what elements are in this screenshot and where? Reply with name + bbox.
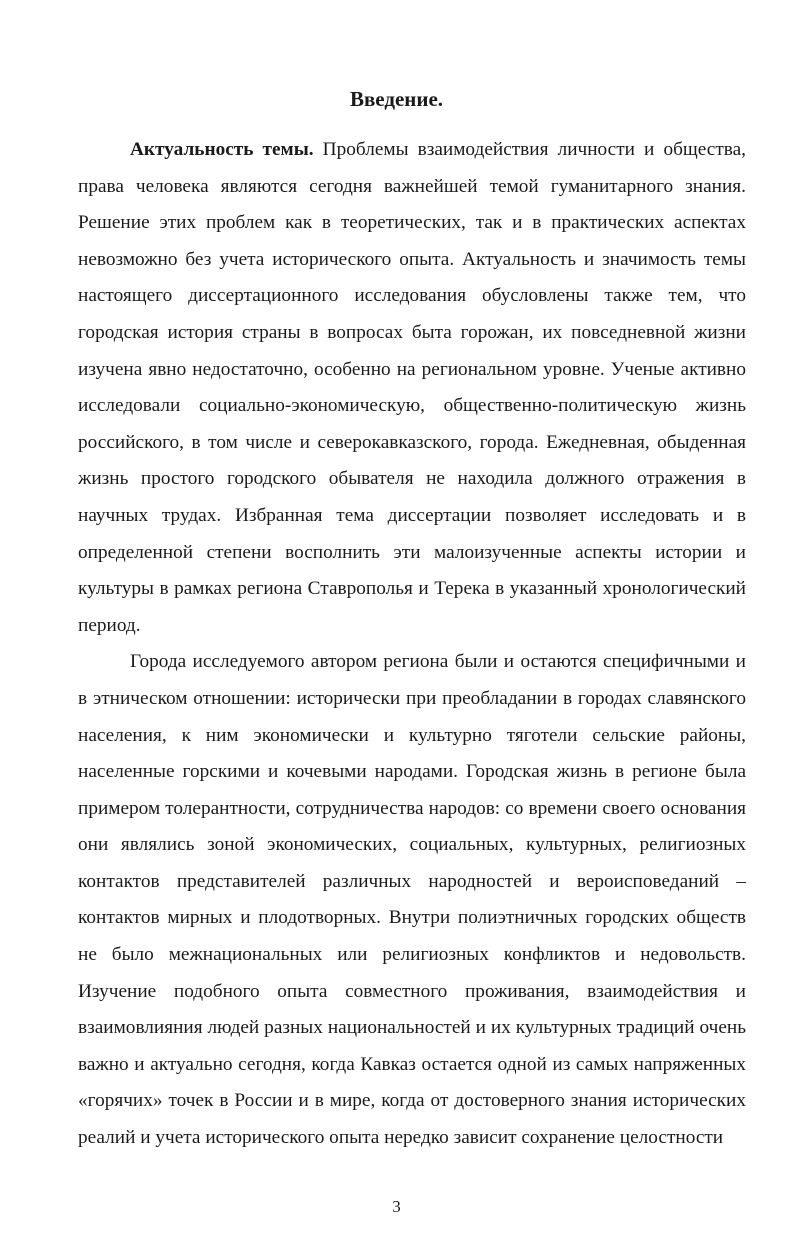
body-text bbox=[78, 132, 746, 1157]
paragraph-text: Города исследуемого автором региона были и остаются специфичными и в этническом отношении: исторически при преобладании в городах славянского населения, к ним экономически и культурно тяготели сельские районы, населенные горскими и кочевыми народами. Городская жизнь в регионе была примером толерантности, сотрудничества народов: со времени своего основания они являлись зоной экономических, социальных, культурных, религиозных контактов представителей различных народностей и вероисповеданий – контактов мирных и плодотворных. Внутри полиэтничных городских обществ не было межнациональных или религиозных конфликтов и недовольств. Изучение подобного опыта совместного проживания, взаимодействия и взаимовлияния людей разных национальностей и их культурных традиций очень важно и актуально сегодня, когда Кавказ остается одной из самых напряженных «горячих» точек в России и в мире, когда от достоверного знания исторических реалий и учета исторического опыта нередко зависит сохранение целостности bbox=[78, 651, 746, 1149]
paragraph-relevance bbox=[78, 132, 746, 644]
paragraph-text: Проблемы взаимодействия личности и общества, права человека являются сегодня важнейшей темой гуманитарного знания. Решение этих проблем как в теоретических, так и в практических аспектах невозможно без учета исторического опыта. Актуальность и значимость темы настоящего диссертационного исследования обусловлены также тем, что городская история страны в вопросах быта горожан, их повседневной жизни изучена явно недостаточно, особенно на региональном уровне. Ученые активно исследовали социально-экономическую, общественно-политическую жизнь российского, в том числе и северокавказского, города. Ежедневная, обыденная жизнь простого городского обывателя не находила должного отражения в научных трудах. Избранная тема диссертации позволяет исследовать и в определенной степени восполнить эти малоизученные аспекты истории и культуры в рамках региона Ставрополья и Терека в указанный хронологический период. bbox=[78, 139, 746, 636]
paragraph-cities bbox=[78, 644, 746, 1156]
page-number: 3 bbox=[392, 1197, 401, 1216]
paragraph-lead: Актуальность темы. bbox=[130, 139, 314, 160]
page-title: Введение. bbox=[349, 87, 444, 111]
